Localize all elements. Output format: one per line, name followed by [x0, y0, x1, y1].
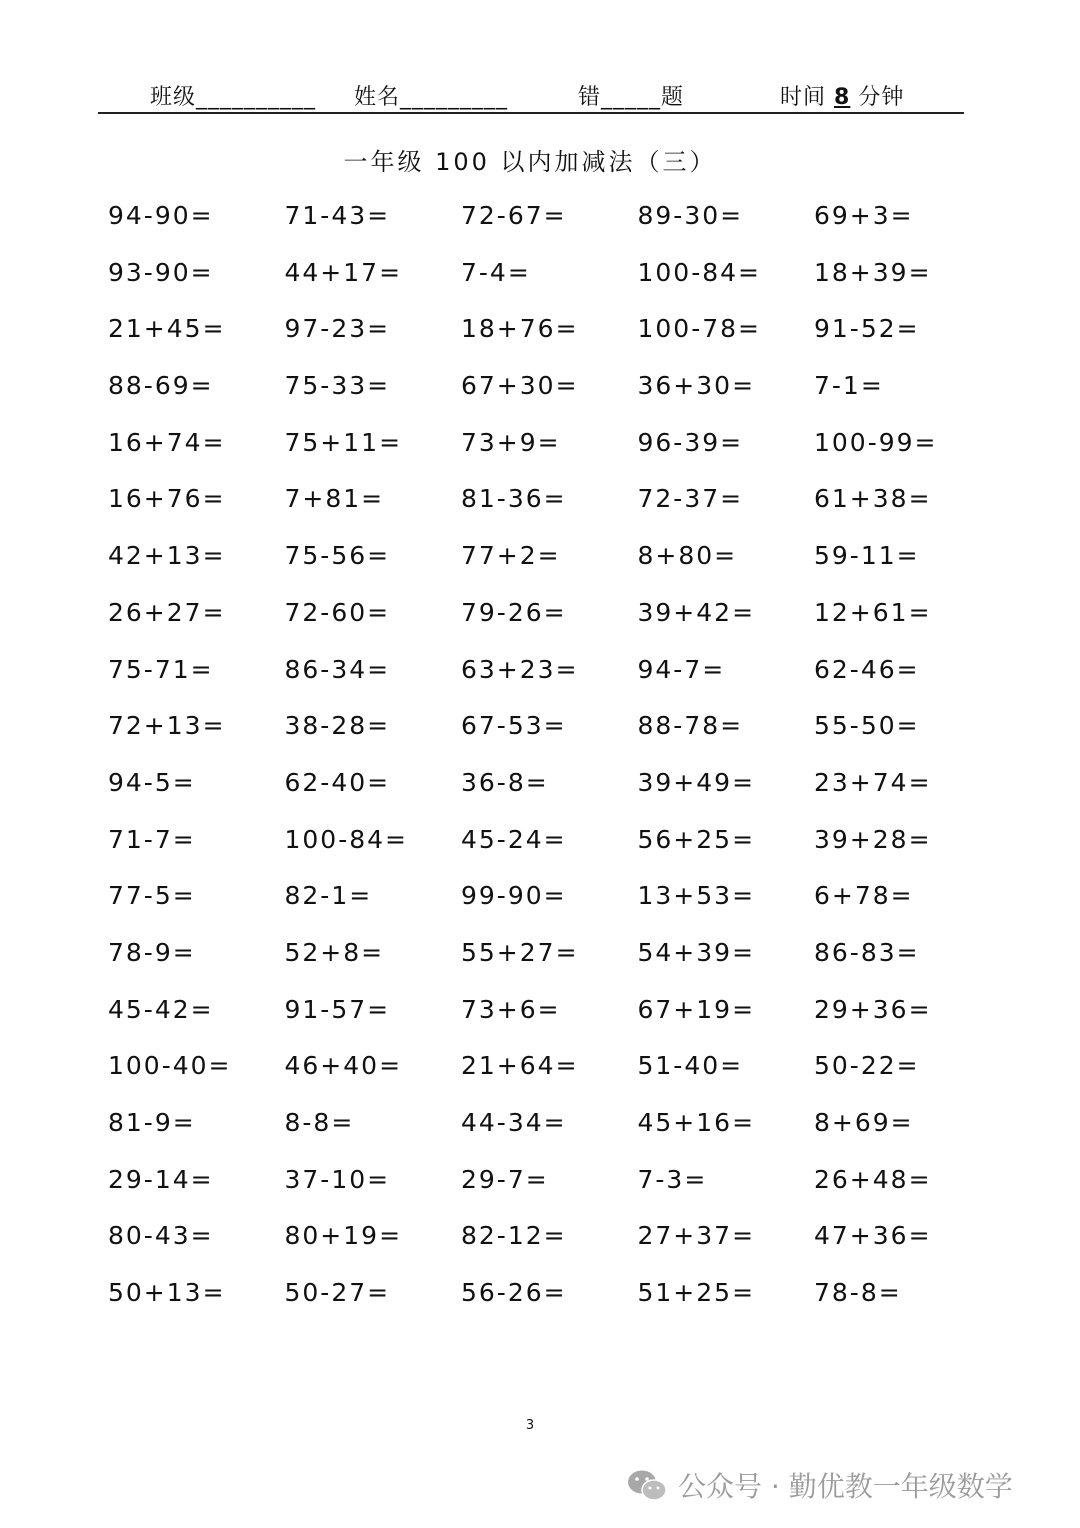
problem-item: 75-33= — [284, 371, 391, 401]
problem-item: 71-43= — [284, 201, 391, 230]
problem-item: 73+9= — [461, 427, 561, 457]
problem-row — [108, 196, 991, 253]
problem-item: 52+8= — [284, 937, 385, 967]
problem-item: 100-84= — [637, 257, 761, 287]
problem-item: 50+13= — [108, 1278, 226, 1308]
problem-item: 7+81= — [284, 484, 385, 514]
problem-item: 93-90= — [108, 257, 214, 287]
problem-item: 94-7= — [637, 654, 726, 684]
problem-item: 8-8= — [284, 1108, 355, 1137]
problem-item: 75+11= — [284, 427, 403, 457]
problem-item: 38-28= — [284, 711, 391, 741]
problem-item: 50-22= — [814, 1051, 920, 1081]
problem-item: 56+25= — [637, 824, 756, 854]
problem-item: 67+30= — [461, 371, 579, 401]
wechat-icon — [626, 1468, 668, 1502]
problem-item: 39+28= — [814, 824, 932, 854]
problem-row — [108, 423, 991, 480]
problem-item: 72-37= — [637, 484, 744, 514]
problem-item: 18+39= — [814, 257, 932, 287]
problem-item: 77-5= — [108, 881, 196, 911]
name-field — [354, 80, 508, 111]
problem-item: 80+19= — [284, 1221, 403, 1251]
problem-item: 72-60= — [284, 597, 391, 627]
problem-item: 45-42= — [108, 994, 214, 1024]
problem-item: 88-69= — [108, 371, 214, 401]
problem-row — [108, 479, 991, 536]
worksheet-header — [98, 76, 964, 114]
problem-row — [108, 1216, 991, 1273]
problem-row — [108, 763, 991, 820]
problem-item: 55-50= — [814, 711, 920, 741]
worksheet-title: 一年级 100 以内加减法（三） — [343, 148, 717, 176]
time-label: 时间 — [780, 85, 827, 110]
problem-item: 16+76= — [108, 484, 226, 514]
problem-row — [108, 536, 991, 593]
problem-item: 51+25= — [637, 1278, 756, 1308]
problem-item: 29+36= — [814, 994, 932, 1024]
problem-grid — [108, 196, 991, 1330]
problem-item: 21+64= — [461, 1051, 579, 1081]
problem-item: 82-12= — [461, 1221, 567, 1251]
problem-row — [108, 650, 991, 707]
errors-label: 错 — [578, 85, 602, 110]
problem-item: 12+61= — [814, 597, 932, 627]
problem-item: 72-67= — [461, 201, 567, 230]
problem-item: 81-9= — [108, 1108, 196, 1137]
problem-item: 75-71= — [108, 654, 214, 684]
problem-item: 36-8= — [461, 767, 549, 797]
page-number: 3 — [525, 1418, 535, 1433]
problem-item: 99-90= — [461, 881, 567, 911]
problem-item: 44-34= — [461, 1108, 567, 1137]
problem-row — [108, 1103, 991, 1160]
problem-row — [108, 366, 991, 423]
problem-item: 89-30= — [637, 201, 744, 230]
problem-item: 55+27= — [461, 937, 579, 967]
problem-item: 94-5= — [108, 767, 196, 797]
problem-row — [108, 253, 991, 310]
problem-item: 27+37= — [637, 1221, 756, 1251]
problem-item: 100-40= — [108, 1051, 232, 1081]
time-unit: 分钟 — [858, 85, 905, 110]
problem-item: 77+2= — [461, 541, 561, 571]
errors-blank: _____ — [601, 85, 662, 110]
problem-item: 16+74= — [108, 427, 226, 457]
problem-item: 7-4= — [461, 257, 531, 287]
problem-row — [108, 933, 991, 990]
problem-item: 71-7= — [108, 824, 196, 854]
name-blank: _________ — [400, 85, 509, 110]
problem-row — [108, 820, 991, 877]
problem-item: 100-84= — [284, 824, 408, 854]
problem-item: 39+49= — [637, 767, 756, 797]
problem-item: 45-24= — [461, 824, 567, 854]
problem-row — [108, 593, 991, 650]
errors-unit: 题 — [661, 85, 685, 110]
problem-item: 46+40= — [284, 1051, 403, 1081]
time-value: 8 — [834, 85, 851, 110]
problem-item: 67+19= — [637, 994, 756, 1024]
problem-row — [108, 876, 991, 933]
problem-item: 47+36= — [814, 1221, 932, 1251]
problem-item: 29-14= — [108, 1164, 214, 1194]
problem-item: 18+76= — [461, 314, 579, 344]
problem-item: 42+13= — [108, 541, 226, 571]
problem-row — [108, 309, 991, 366]
problem-item: 26+48= — [814, 1164, 932, 1194]
problem-item: 45+16= — [637, 1108, 756, 1137]
problem-item: 36+30= — [637, 371, 756, 401]
time-field — [780, 80, 904, 111]
problem-item: 67-53= — [461, 711, 567, 741]
problem-item: 62-40= — [284, 767, 391, 797]
problem-item: 78-9= — [108, 937, 196, 967]
problem-item: 78-8= — [814, 1278, 902, 1308]
problem-item: 56-26= — [461, 1278, 567, 1308]
problem-item: 50-27= — [284, 1278, 391, 1308]
problem-item: 37-10= — [284, 1164, 391, 1194]
problem-row — [108, 1160, 991, 1217]
problem-item: 91-52= — [814, 314, 920, 344]
problem-item: 8+80= — [637, 541, 738, 571]
problem-item: 13+53= — [637, 881, 756, 911]
problem-item: 59-11= — [814, 541, 920, 571]
problem-item: 82-1= — [284, 881, 373, 911]
problem-item: 39+42= — [637, 597, 756, 627]
problem-item: 21+45= — [108, 314, 226, 344]
problem-item: 97-23= — [284, 314, 391, 344]
class-field — [150, 80, 316, 111]
problem-item: 91-57= — [284, 994, 391, 1024]
problem-row — [108, 1273, 991, 1330]
problem-row — [108, 990, 991, 1047]
problem-item: 100-78= — [637, 314, 761, 344]
problem-row — [108, 706, 991, 763]
problem-item: 29-7= — [461, 1164, 549, 1194]
problem-item: 7-1= — [814, 371, 884, 401]
problem-item: 26+27= — [108, 597, 226, 627]
problem-item: 63+23= — [461, 654, 579, 684]
problem-item: 69+3= — [814, 201, 914, 230]
problem-item: 51-40= — [637, 1051, 744, 1081]
problem-item: 86-83= — [814, 937, 920, 967]
problem-item: 61+38= — [814, 484, 932, 514]
problem-item: 94-90= — [108, 201, 214, 230]
problem-row — [108, 1046, 991, 1103]
problem-item: 96-39= — [637, 427, 744, 457]
problem-item: 62-46= — [814, 654, 920, 684]
problem-item: 88-78= — [637, 711, 744, 741]
problem-item: 23+74= — [814, 767, 932, 797]
problem-item: 79-26= — [461, 597, 567, 627]
name-label: 姓名 — [354, 85, 401, 110]
problem-item: 100-99= — [814, 427, 938, 457]
problem-item: 6+78= — [814, 881, 914, 911]
watermark — [626, 1465, 1013, 1505]
problem-item: 54+39= — [637, 937, 756, 967]
problem-item: 75-56= — [284, 541, 391, 571]
problem-item: 73+6= — [461, 994, 561, 1024]
problem-item: 44+17= — [284, 257, 403, 287]
problem-item: 80-43= — [108, 1221, 214, 1251]
class-label: 班级 — [150, 85, 197, 110]
errors-field — [578, 80, 684, 111]
problem-item: 8+69= — [814, 1108, 914, 1137]
problem-item: 72+13= — [108, 711, 226, 741]
class-blank: __________ — [196, 85, 317, 110]
problem-item: 7-3= — [637, 1164, 708, 1194]
problem-item: 81-36= — [461, 484, 567, 514]
watermark-text: 公众号 · 勤优教一年级数学 — [678, 1470, 1013, 1503]
problem-item: 86-34= — [284, 654, 391, 684]
